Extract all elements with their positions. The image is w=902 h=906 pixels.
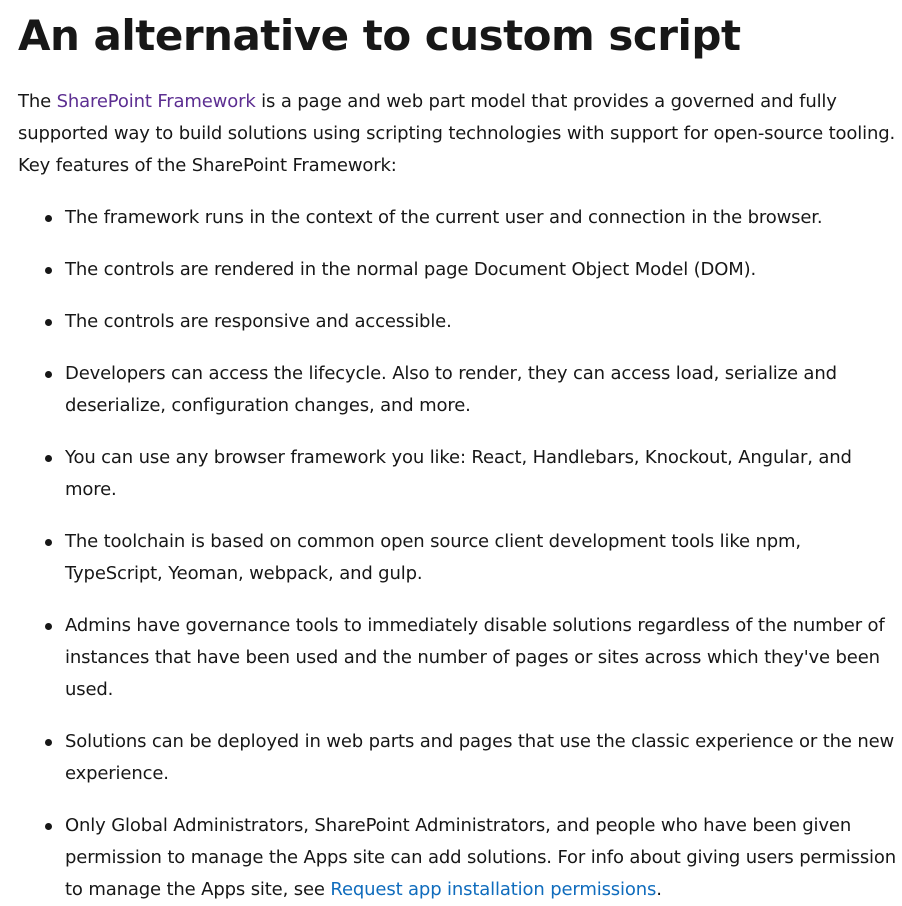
list-item-text: Solutions can be deployed in web parts and pages that use the classic experience or the new experience.: [65, 731, 895, 784]
list-item-text: The toolchain is based on common open source client development tools like npm, TypeScript, Yeoman, webpack, and gulp.: [65, 531, 801, 584]
sharepoint-framework-link[interactable]: SharePoint Framework: [56, 91, 256, 112]
intro-paragraph: [18, 86, 898, 182]
list-item: [65, 526, 902, 590]
list-item-text: Admins have governance tools to immediately disable solutions regardless of the number of instances that have been used and the number of pages or sites across which they've been used.: [65, 615, 885, 700]
list-item: [65, 726, 902, 790]
bullet-icon: [45, 319, 52, 326]
list-item: [65, 254, 902, 286]
list-item-text-before-link: Only Global Administrators, SharePoint Administrators, and people who have been given permission to manage the Apps site can add solutions. For info about giving users permission to manage the Apps site, see: [65, 815, 897, 900]
request-app-installation-permissions-link[interactable]: Request app installation permissions: [330, 879, 657, 900]
list-item: [65, 810, 902, 906]
list-item: [65, 306, 902, 338]
list-item: [65, 358, 902, 422]
list-item: [65, 442, 902, 506]
intro-text-after-link: is a page and web part model that provides a governed and fully supported way to build solutions using scripting technologies with support for open-source tooling. Key features of the SharePoint Framework:: [18, 91, 896, 176]
list-item-text: Developers can access the lifecycle. Also to render, they can access load, serialize and deserialize, configuration changes, and more.: [65, 363, 837, 416]
bullet-icon: [45, 823, 52, 830]
bullet-icon: [45, 539, 52, 546]
bullet-icon: [45, 267, 52, 274]
intro-text-before-link: The: [18, 91, 57, 112]
list-item-text: The controls are rendered in the normal page Document Object Model (DOM).: [65, 259, 757, 280]
list-item-text: The framework runs in the context of the current user and connection in the browser.: [65, 207, 823, 228]
list-item-text-after-link: .: [656, 879, 662, 900]
list-item-text: You can use any browser framework you like: React, Handlebars, Knockout, Angular, and more.: [65, 447, 852, 500]
bullet-icon: [45, 739, 52, 746]
page-title: An alternative to custom script: [18, 11, 741, 60]
list-item-text: The controls are responsive and accessible.: [65, 311, 452, 332]
list-item: [65, 202, 902, 234]
bullet-icon: [45, 215, 52, 222]
bullet-icon: [45, 455, 52, 462]
bullet-icon: [45, 623, 52, 630]
list-item: [65, 610, 902, 706]
bullet-icon: [45, 371, 52, 378]
key-features-list: [18, 202, 897, 906]
